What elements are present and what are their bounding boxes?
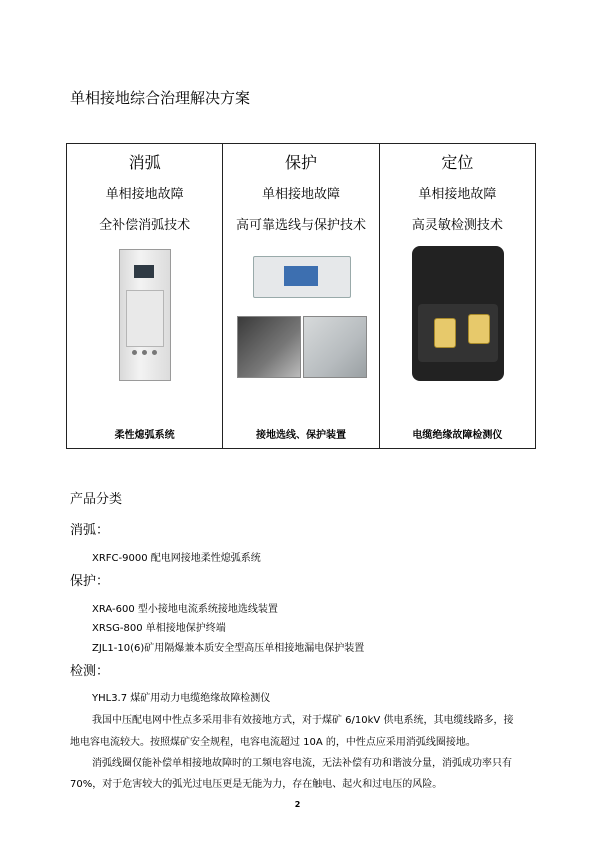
paragraph-line: 70%，对于危害较大的弧光过电压更是无能为力，存在触电、起火和过电压的风险。 xyxy=(70,779,443,790)
column-line-2: 高灵敏检测技术 xyxy=(411,218,503,233)
column-protection xyxy=(223,144,379,449)
column-line-1: 单相接地故障 xyxy=(418,187,497,202)
column-line-1: 单相接地故障 xyxy=(105,187,184,202)
section-label: 检测： xyxy=(70,664,110,679)
paragraph-line: 地电容电流较大。按照煤矿安全规程，电容电流超过 10A 的，中性点应采用消弧线圈接地。 xyxy=(70,737,476,748)
column-caption: 柔性熄弧系统 xyxy=(114,430,175,441)
solution-table xyxy=(66,143,536,449)
column-line-1: 单相接地故障 xyxy=(261,187,340,202)
list-item: XRFC-9000 配电网接地柔性熄弧系统 xyxy=(92,553,261,564)
column-line-2: 高可靠选线与保护技术 xyxy=(235,218,366,233)
paragraph-line: 我国中压配电网中性点多采用非有效接地方式，对于煤矿 6/10kV 供电系统，其电缆线路多，接 xyxy=(92,715,514,726)
list-item: YHL3.7 煤矿用动力电缆绝缘故障检测仪 xyxy=(92,693,271,704)
column-title: 保护 xyxy=(284,153,317,172)
list-item: XRSG-800 单相接地保护终端 xyxy=(92,623,226,634)
column-caption: 电缆绝缘故障检测仪 xyxy=(412,430,503,441)
list-item: ZJL1-10(6)矿用隔爆兼本质安全型高压单相接地漏电保护装置 xyxy=(92,643,365,654)
cabinet-image xyxy=(67,244,222,419)
protection-device-image xyxy=(223,244,378,419)
paragraph-line: 消弧线圈仅能补偿单相接地故障时的工频电容电流，无法补偿有功和谐波分量，消弧成功率只有 xyxy=(92,758,512,769)
page-number: 2 xyxy=(294,800,301,809)
section-label: 消弧： xyxy=(70,523,110,538)
column-line-2: 全补偿消弧技术 xyxy=(99,218,191,233)
column-title: 定位 xyxy=(441,153,474,172)
page-title: 单相接地综合治理解决方案 xyxy=(70,89,251,107)
detector-case-image xyxy=(380,244,535,419)
list-item: XRA-600 型小接地电流系统接地选线装置 xyxy=(92,604,278,615)
classification-heading: 产品分类 xyxy=(70,492,123,507)
column-caption: 接地选线、保护装置 xyxy=(255,430,346,441)
column-location xyxy=(379,144,535,449)
column-title: 消弧 xyxy=(128,153,161,172)
column-arc-suppression xyxy=(67,144,223,449)
section-label: 保护： xyxy=(70,574,110,589)
